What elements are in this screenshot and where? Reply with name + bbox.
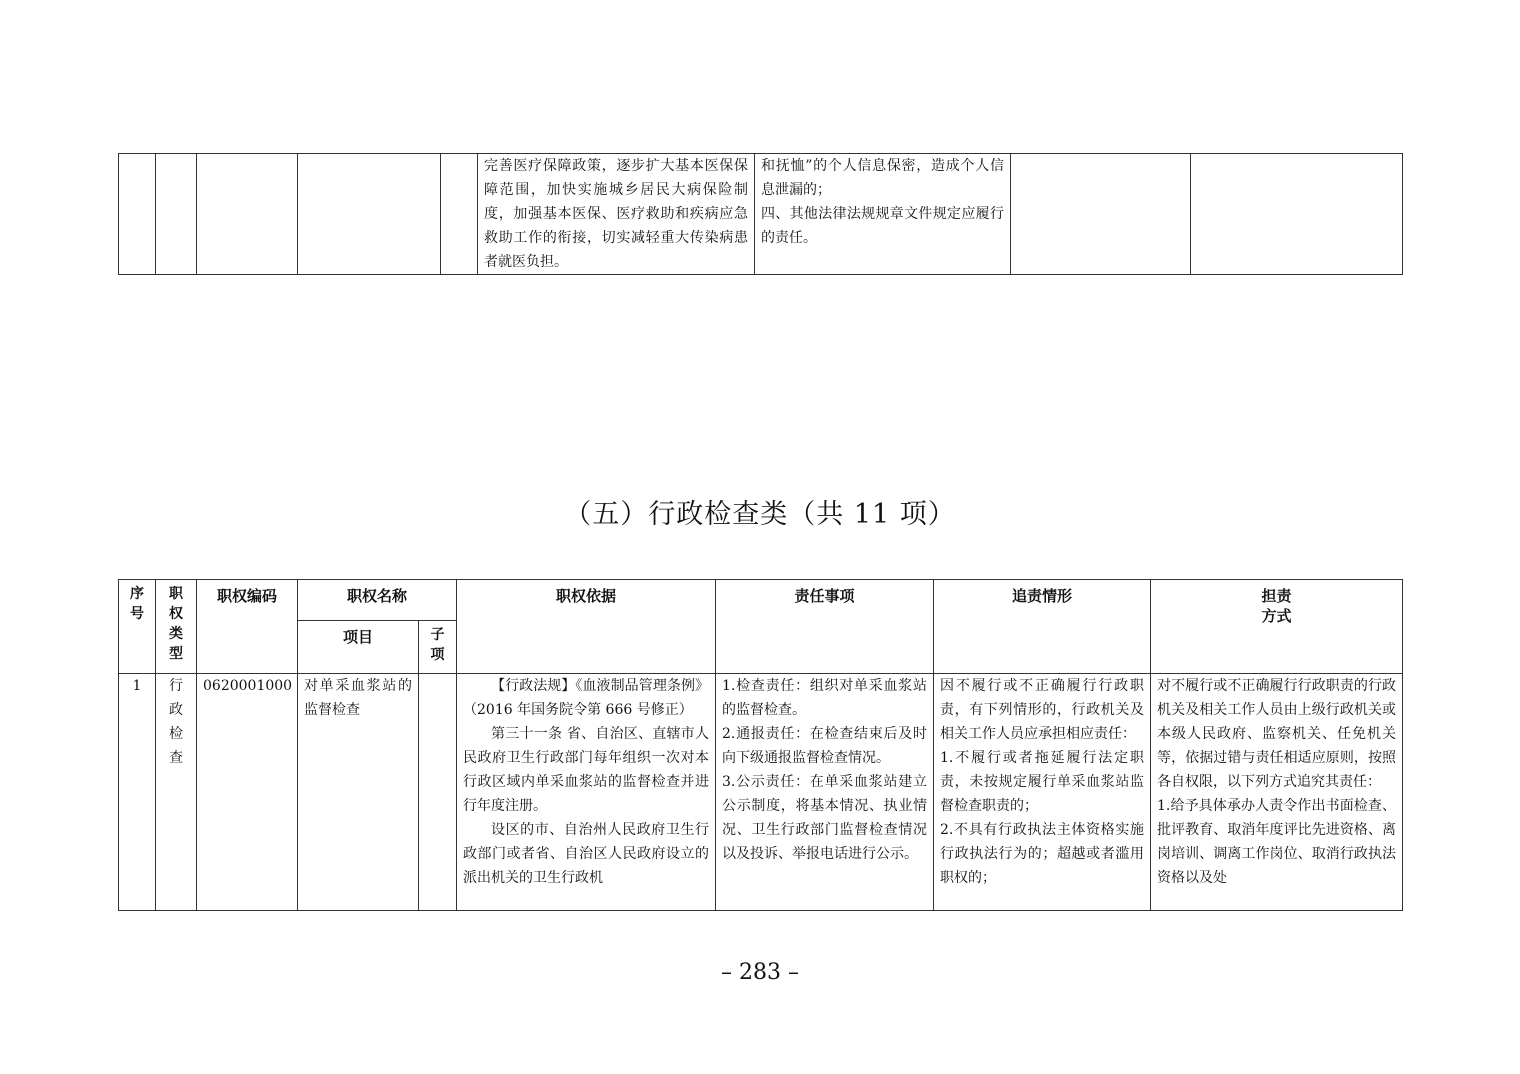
row-code: 0620001000 bbox=[197, 674, 298, 911]
header-item: 项目 bbox=[298, 621, 419, 674]
basis-paragraph-2: 第三十一条 省、自治区、直辖市人民政府卫生行政部门每年组织一次对本行政区域内单采血浆站的监督检查并进行年度注册。 bbox=[463, 726, 710, 814]
cont-subitem-cell bbox=[441, 154, 478, 275]
cont-method-cell bbox=[1191, 154, 1403, 275]
header-subitem: 子项 bbox=[419, 621, 457, 674]
cont-basis-text: 完善医疗保障政策，逐步扩大基本医保保障范围，加快实施城乡居民大病保险制度，加强基本医保、医疗救助和疾病应急救助工作的衔接，切实减轻重大传染病患者就医负担。 bbox=[484, 158, 748, 270]
page-number: – 283 – bbox=[721, 960, 799, 985]
cont-code-cell bbox=[197, 154, 298, 275]
basis-paragraph-1: 【行政法规】《血液制品管理条例》（2016 年国务院令第 666 号修正） bbox=[463, 678, 710, 718]
row-item: 对单采血浆站的监督检查 bbox=[298, 674, 419, 911]
header-basis: 职权依据 bbox=[457, 580, 716, 674]
basis-paragraph-3: 设区的市、自治州人民政府卫生行政部门或者省、自治区人民政府设立的派出机关的卫生行政机 bbox=[463, 822, 710, 886]
row-seq: 1 bbox=[119, 674, 156, 911]
row-accountability: 因不履行或不正确履行行政职责，有下列情形的，行政机关及相关工作人员应承担相应责任： 1.不履行或者拖延履行法定职责，未按规定履行单采血浆站监督检查职责的； 2.不具有行政执法主体资格实施行政执法行为的；超越或者滥用职权的； bbox=[934, 674, 1151, 911]
header-name: 职权名称 bbox=[298, 580, 457, 621]
header-type: 职权类型 bbox=[156, 580, 197, 674]
continuation-table bbox=[118, 153, 1403, 275]
table-row bbox=[119, 674, 1403, 911]
header-accountability: 追责情形 bbox=[934, 580, 1151, 674]
row-subitem bbox=[419, 674, 457, 911]
section-title: （五）行政检查类（共 11 项） bbox=[564, 499, 956, 530]
power-table bbox=[118, 579, 1403, 911]
cont-item-cell bbox=[298, 154, 441, 275]
cont-accountability-cell bbox=[1011, 154, 1191, 275]
row-type: 行政检查 bbox=[156, 674, 197, 911]
cont-type-cell bbox=[156, 154, 197, 275]
row-basis bbox=[457, 674, 716, 911]
header-seq: 序号 bbox=[119, 580, 156, 674]
cont-seq-cell bbox=[119, 154, 156, 275]
cont-basis-cell bbox=[478, 154, 755, 275]
header-method: 担责 方式 bbox=[1151, 580, 1403, 674]
cont-responsibility-text: 和抚恤”的个人信息保密，造成个人信息泄漏的； 四、其他法律法规规章文件规定应履行的责任。 bbox=[761, 158, 1004, 246]
cont-responsibility-cell bbox=[755, 154, 1011, 275]
row-responsibility: 1.检查责任：组织对单采血浆站的监督检查。 2.通报责任：在检查结束后及时向下级通报监督检查情况。 3.公示责任：在单采血浆站建立公示制度，将基本情况、执业情况、卫生行政部门监督检查情况以及投诉、举报电话进行公示。 bbox=[716, 674, 934, 911]
row-method: 对不履行或不正确履行行政职责的行政机关及相关工作人员由上级行政机关或本级人民政府、监察机关、任免机关等，依据过错与责任相适应原则，按照各自权限，以下列方式追究其责任： 1.给予具体承办人责令作出书面检查、批评教育、取消年度评比先进资格、离岗培训、调离工作岗位、取消行政执法资格以及处 bbox=[1151, 674, 1403, 911]
header-responsibility: 责任事项 bbox=[716, 580, 934, 674]
header-code: 职权编码 bbox=[197, 580, 298, 674]
